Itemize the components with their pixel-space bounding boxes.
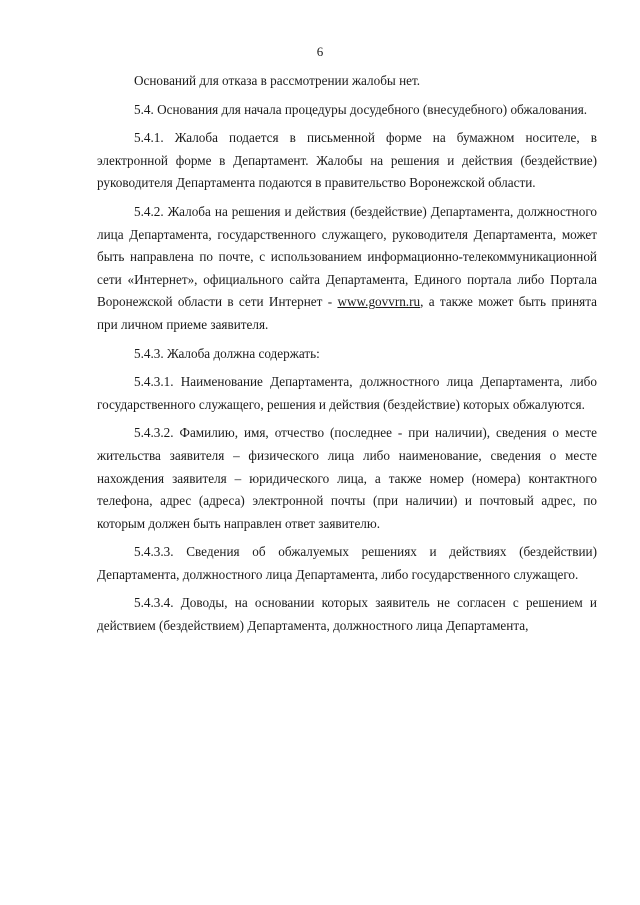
paragraph-5-4-3-4: 5.4.3.4. Доводы, на основании которых заявитель не согласен с решением и действием (бездействием) Департамента, должностного лица Департамента, [97,595,597,634]
paragraph-5-4-3-2: 5.4.3.2. Фамилию, имя, отчество (последнее - при наличии), сведения о месте жительства заявителя – физического лица либо наименование, сведения о месте нахождения заявителя – юридического лица, а также номер (номера) контактного телефона, адрес (адреса) электронной почты (при наличии) и почтовый адрес, по которым должен быть направлен ответ заявителю. [97,425,597,531]
paragraph-5-4-3-1: 5.4.3.1. Наименование Департамента, должностного лица Департамента, либо государственного служащего, решения и действия (бездействие) которых обжалуются. [97,374,597,412]
paragraph-5-4-2 [97,201,597,337]
document-body [97,70,597,644]
paragraph-5-4: 5.4. Основания для начала процедуры досудебного (внесудебного) обжалования. [134,101,588,117]
paragraph-5-4-2-text-before: 5.4.2. Жалоба на решения и действия (бездействие) Департамента, должностного лица Департамента, государственного служащего, руководителя Департамента, может быть направлена по почте, с использованием информационно-телекоммуникационной сети «Интернет», официального сайта Департамента, Единого портала либо Портала Воронежской области в сети Интернет - [97,203,597,310]
paragraph-5-4-2-text-after: , а также может быть принята при личном приеме заявителя. [97,294,597,332]
paragraph-no-grounds-for-refusal: Оснований для отказа в рассмотрении жалобы нет. [134,73,421,88]
paragraph-5-4-1: 5.4.1. Жалоба подается в письменной форме на бумажном носителе, в электронной форме в Департамент. Жалобы на решения и действия (бездействие) руководителя Департамента подаются в правительство Воронежской области. [97,130,597,191]
paragraph-5-4-3: 5.4.3. Жалоба должна содержать: [134,345,320,361]
paragraph-5-4-3-3: 5.4.3.3. Сведения об обжалуемых решениях и действиях (бездействии) Департамента, должностного лица Департамента, либо государственного служащего. [97,544,597,582]
page-number: 6 [316,44,324,59]
website-link[interactable]: www.govvrn.ru [337,294,421,310]
